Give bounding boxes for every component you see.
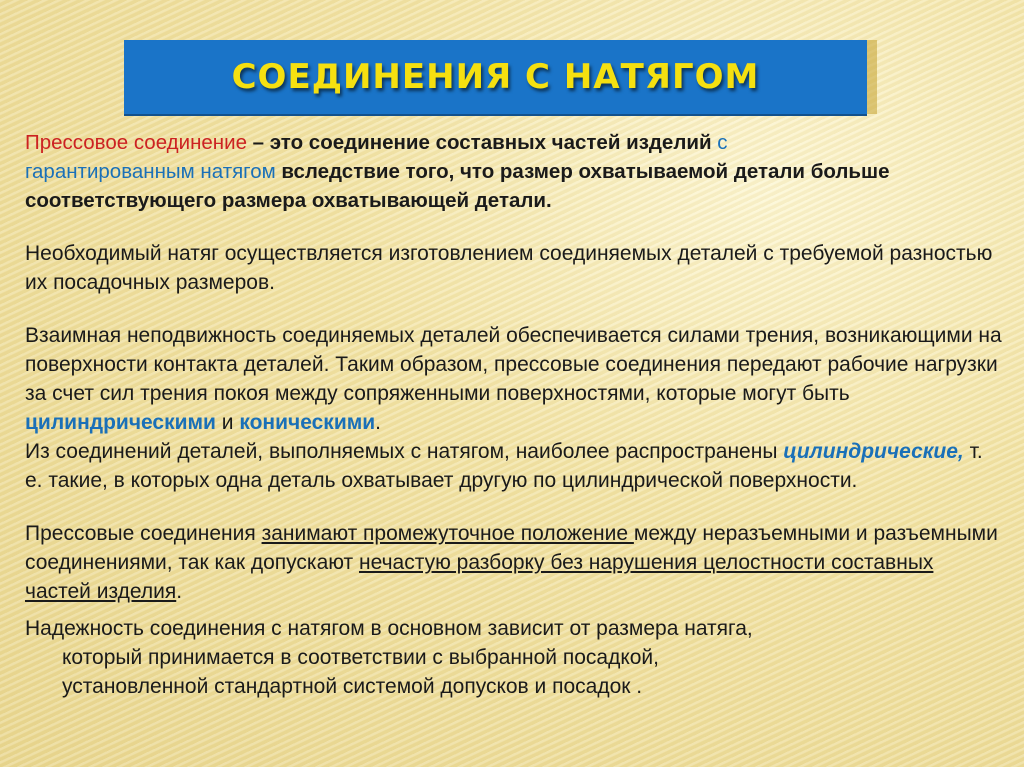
slide-content — [25, 128, 1005, 701]
paragraph-necessary-fit: Необходимый натяг осуществляется изготовлением соединяемых деталей с требуемой разностью их посадочных размеров. — [25, 242, 993, 294]
term-cylindrical: цилиндрическими — [25, 411, 216, 434]
most-common-rest: т. е. такие, в которых одна деталь охватывает другую по цилиндрической поверхности. — [25, 440, 983, 492]
intermediate-b: между неразъемными и разъемными соединениями, так как допускают — [25, 522, 998, 574]
most-common-text: Из соединений деталей, выполняемых с натягом, наиболее распространены — [25, 440, 784, 463]
term-cylindrical-italic: цилиндрические, — [783, 440, 964, 463]
intermediate-underlined-1: занимают промежуточное положение — [261, 522, 634, 545]
paragraph-definition — [25, 128, 1005, 215]
definition-text: – это соединение составных частей изделий — [246, 131, 718, 154]
and-text: и — [215, 411, 240, 434]
intermediate-a: Прессовые соединения — [25, 522, 262, 545]
intermediate-end: . — [176, 580, 183, 603]
title-accent — [867, 40, 877, 114]
paragraph-reliability — [25, 614, 1005, 701]
reliability-line-3: установленной стандартной системой допусков и посадок . — [62, 675, 643, 698]
reliability-line-1: Надежность соединения с натягом в основном зависит от размера натяга, — [25, 617, 753, 640]
slide-title: СОЕДИНЕНИЯ С НАТЯГОМ — [231, 57, 760, 97]
definition-rest: вследствие того, что размер охватываемой детали больше соответствующего размера охватывающей детали. — [25, 160, 890, 212]
paragraph-most-common — [25, 437, 1005, 495]
reliability-line-2: который принимается в соответствии с выбранной посадкой, — [62, 646, 659, 669]
highlight-c: с — [717, 131, 728, 154]
immobility-text: Взаимная неподвижность соединяемых деталей обеспечивается силами трения, возникающими на поверхности контакта деталей. Таким образом, прессовые соединения передают рабочие нагрузки за счет сил трения покоя между сопряженными поверхностями, которые могут быть — [25, 324, 1002, 405]
intermediate-underlined-2: нечастую разборку без нарушения целостности составных частей изделия — [25, 551, 934, 603]
highlight-guaranteed-fit: гарантированным натягом — [25, 160, 276, 183]
paragraph-immobility — [25, 321, 1005, 437]
immobility-end: . — [375, 411, 382, 434]
term-press-connection: Прессовое соединение — [25, 131, 247, 154]
term-conical: коническими — [239, 411, 376, 434]
paragraph-intermediate — [25, 519, 1005, 606]
